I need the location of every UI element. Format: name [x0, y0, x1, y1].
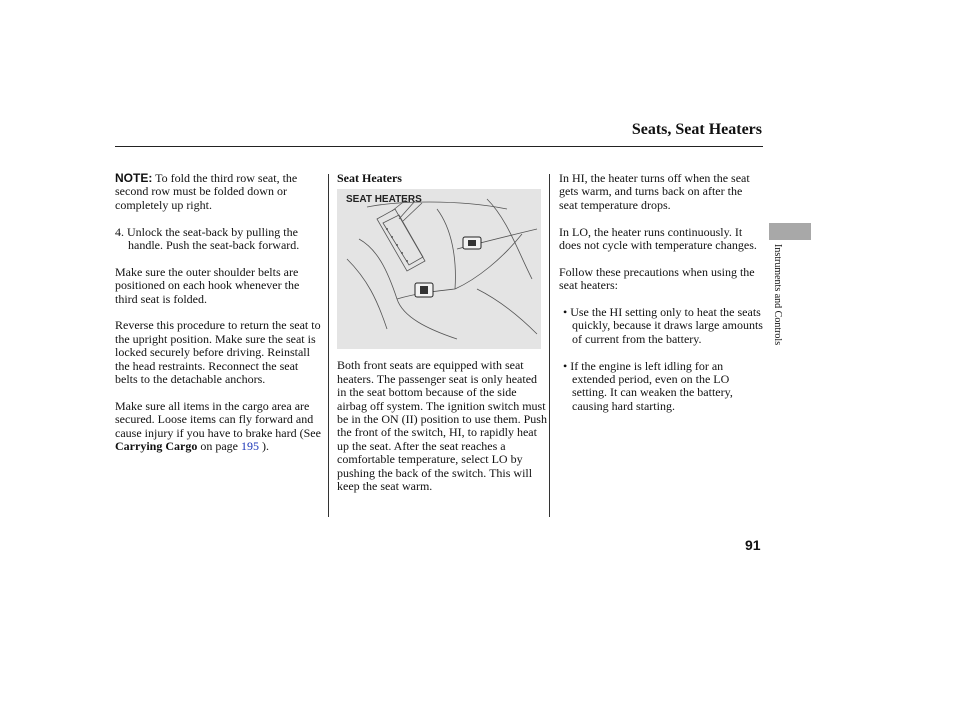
note-paragraph — [115, 172, 321, 212]
seat-heaters-figure — [337, 189, 541, 349]
carrying-cargo-ref: Carrying Cargo — [115, 439, 198, 454]
section-tab-label: Instruments and Controls — [772, 244, 783, 346]
on-page-text: on page — [197, 439, 241, 454]
column-1 — [115, 172, 321, 467]
reverse-paragraph: Reverse this procedure to return the seat to the upright position. Make sure the seat is locked securely before driving. Reinstall the head restraints. Reconnect the seat belts to the detachable anchors. — [115, 318, 321, 387]
console-illustration — [337, 189, 541, 349]
column-divider-1 — [328, 174, 329, 517]
cargo-text: Make sure all items in the cargo area are secured. Loose items can fly forward and cause injury if you have to brake hard (See — [115, 398, 321, 440]
column-2 — [337, 172, 547, 507]
note-text: To fold the third row seat, the second row must be folded down or completely up right. — [115, 171, 298, 212]
seat-heater-switch-right-icon — [463, 237, 481, 249]
seat-heaters-heading: Seat Heaters — [337, 171, 402, 185]
lo-paragraph: In LO, the heater runs continuously. It does not cycle with temperature changes. — [559, 224, 757, 253]
hi-paragraph: In HI, the heater turns off when the seat gets warm, and turns back on after the seat temperature drops. — [559, 171, 750, 212]
section-tab — [769, 223, 811, 240]
column-divider-2 — [549, 174, 550, 517]
column-3 — [559, 172, 763, 427]
cargo-paragraph — [115, 400, 321, 454]
figure-label: SEAT HEATERS — [346, 194, 422, 206]
precautions-intro: Follow these precautions when using the seat heaters: — [559, 264, 755, 293]
cargo-end-text: ). — [258, 439, 269, 454]
precaution-bullet-1: • Use the HI setting only to heat the seats quickly, because it draws large amounts of current from the battery. — [563, 305, 763, 346]
note-label: NOTE: — [115, 171, 153, 185]
page-195-link[interactable]: 195 — [240, 439, 259, 454]
belt-paragraph: Make sure the outer shoulder belts are positioned on each hook whenever the third seat is folded. — [115, 264, 300, 306]
seat-heater-switch-left-icon — [415, 283, 433, 297]
seat-heaters-body: Both front seats are equipped with seat heaters. The passenger seat is only heated in the seat bottom because of the side airbag off system. The ignition switch must be in the ON (II) position to use them. Push the front of the switch, HI, to rapidly heat up the seat. After the seat reaches a comfortable temperature, select LO by pushing the back of the switch. This will keep the seat warm. — [337, 358, 547, 494]
precaution-bullet-2: • If the engine is left idling for an extended period, even on the LO setting. It can weaken the battery, causing hard starting. — [563, 358, 733, 413]
step-4: 4. Unlock the seat-back by pulling the handle. Push the seat-back forward. — [115, 224, 300, 253]
header-rule — [115, 146, 763, 147]
page-title: Seats, Seat Heaters — [631, 121, 762, 138]
page-number: 91 — [745, 537, 761, 553]
